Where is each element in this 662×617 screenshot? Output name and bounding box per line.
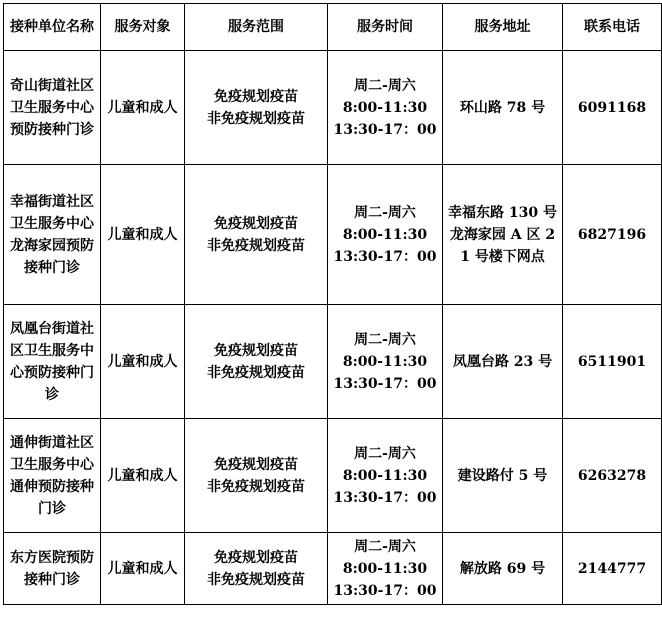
- header-scope: 服务范围: [185, 4, 328, 51]
- cell-unit: 凤凰台街道社区卫生服务中心预防接种门诊: [4, 305, 101, 419]
- cell-unit: 通伸街道社区卫生服务中心通伸预防接种门诊: [4, 419, 101, 533]
- cell-scope: [185, 165, 328, 305]
- header-unit: 接种单位名称: [4, 4, 101, 51]
- cell-address: 解放路 69 号: [443, 533, 563, 605]
- cell-time: [328, 419, 443, 533]
- cell-address: 凤凰台路 23 号: [443, 305, 563, 419]
- cell-target: 儿童和成人: [101, 305, 185, 419]
- table-row: [4, 305, 662, 419]
- scope-line: 非免疫规划疫苗: [207, 478, 305, 495]
- time-line: 周二-周六: [354, 331, 416, 348]
- time-line: 13:30-17：00: [333, 582, 437, 599]
- time-line: 周二-周六: [354, 445, 416, 462]
- cell-unit: 奇山街道社区卫生服务中心预防接种门诊: [4, 51, 101, 165]
- cell-address: 环山路 78 号: [443, 51, 563, 165]
- cell-unit: 东方医院预防接种门诊: [4, 533, 101, 605]
- time-line: 周二-周六: [354, 77, 416, 94]
- time-line: 13:30-17：00: [333, 375, 437, 392]
- cell-time: [328, 165, 443, 305]
- scope-line: 免疫规划疫苗: [214, 88, 298, 105]
- scope-line: 非免疫规划疫苗: [207, 571, 305, 588]
- scope-line: 非免疫规划疫苗: [207, 237, 305, 254]
- cell-phone: 6827196: [563, 165, 662, 305]
- cell-scope: [185, 419, 328, 533]
- header-target: 服务对象: [101, 4, 185, 51]
- cell-phone: 6263278: [563, 419, 662, 533]
- cell-target: 儿童和成人: [101, 51, 185, 165]
- cell-target: 儿童和成人: [101, 419, 185, 533]
- cell-scope: [185, 51, 328, 165]
- time-line: 8:00-11:30: [342, 353, 428, 370]
- cell-time: [328, 51, 443, 165]
- table-row: [4, 533, 662, 605]
- cell-time: [328, 533, 443, 605]
- time-line: 13:30-17：00: [333, 489, 437, 506]
- scope-line: 非免疫规划疫苗: [207, 364, 305, 381]
- cell-address: 幸福东路 130 号龙海家园 A 区 21 号楼下网点: [443, 165, 563, 305]
- header-time: 服务时间: [328, 4, 443, 51]
- scope-line: 免疫规划疫苗: [214, 456, 298, 473]
- time-line: 8:00-11:30: [342, 99, 428, 116]
- header-phone: 联系电话: [563, 4, 662, 51]
- table-row: [4, 51, 662, 165]
- cell-unit: 幸福街道社区卫生服务中心龙海家园预防接种门诊: [4, 165, 101, 305]
- vaccination-clinic-table: [3, 3, 662, 605]
- cell-time: [328, 305, 443, 419]
- time-line: 13:30-17：00: [333, 248, 437, 265]
- cell-target: 儿童和成人: [101, 165, 185, 305]
- time-line: 13:30-17：00: [333, 121, 437, 138]
- cell-phone: 6511901: [563, 305, 662, 419]
- cell-phone: 6091168: [563, 51, 662, 165]
- scope-line: 免疫规划疫苗: [214, 215, 298, 232]
- scope-line: 非免疫规划疫苗: [207, 110, 305, 127]
- cell-target: 儿童和成人: [101, 533, 185, 605]
- header-row: [4, 4, 662, 51]
- scope-line: 免疫规划疫苗: [214, 342, 298, 359]
- time-line: 8:00-11:30: [342, 467, 428, 484]
- cell-scope: [185, 305, 328, 419]
- cell-address: 建设路付 5 号: [443, 419, 563, 533]
- time-line: 周二-周六: [354, 204, 416, 221]
- time-line: 8:00-11:30: [342, 560, 428, 577]
- cell-phone: 2144777: [563, 533, 662, 605]
- table-row: [4, 419, 662, 533]
- time-line: 周二-周六: [354, 538, 416, 555]
- table-row: [4, 165, 662, 305]
- cell-scope: [185, 533, 328, 605]
- header-address: 服务地址: [443, 4, 563, 51]
- scope-line: 免疫规划疫苗: [214, 549, 298, 566]
- time-line: 8:00-11:30: [342, 226, 428, 243]
